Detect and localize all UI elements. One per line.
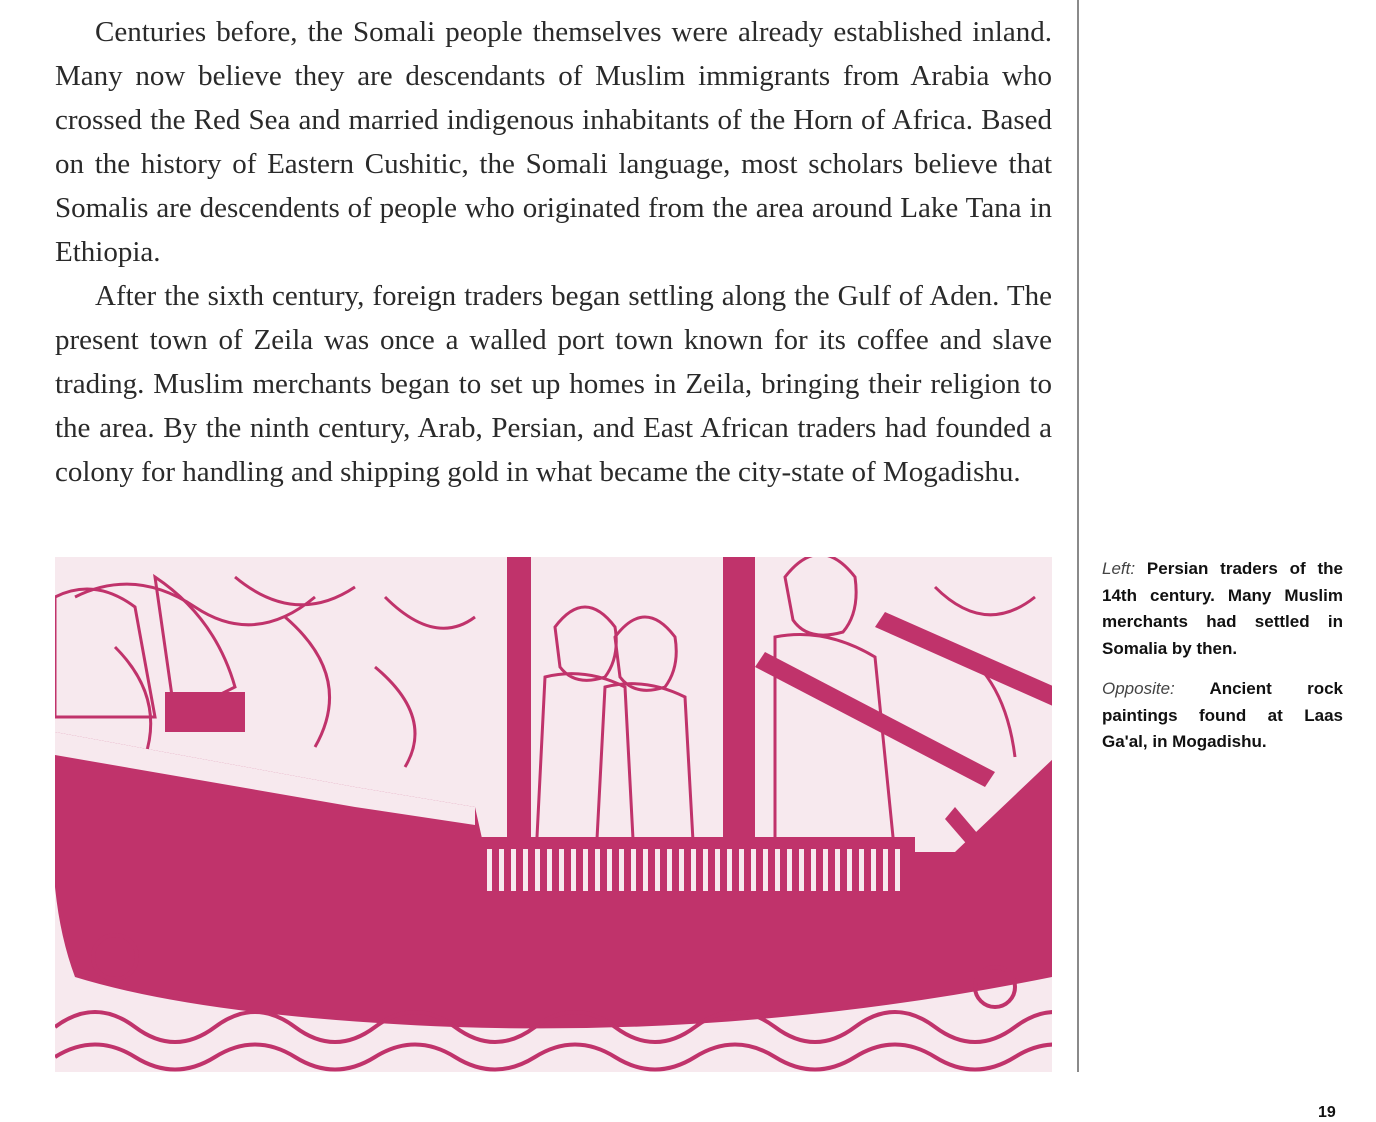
mast-left [507,557,531,857]
caption-left [1102,556,1343,662]
bench [165,692,245,732]
main-text-column [55,10,1052,494]
caption-column [1102,556,1343,770]
caption-opposite-text: Ancient rock paintings found at Laas Ga'al, in Mogadishu. [1102,679,1343,751]
oar [875,612,1052,707]
paragraph-somali-origins: Centuries before, the Somali people themselves were already established inland. Many now believe they are descendants of Muslim immigrants from Arabia who crossed the Red Sea and married indigenous inhabitants of the Horn of Africa. Based on the history of Eastern Cushitic, the Somali language, most scholars believe that Somalis are descendents of people who originated from the area around Lake Tana in Ethiopia. [55,16,1052,268]
background-sketch [75,577,1035,767]
column-divider [1077,0,1079,1072]
caption-left-text: Persian traders of the 14th century. Many Muslim merchants had settled in Somalia by then. [1102,559,1343,658]
mast-right [723,557,755,877]
caption-left-lead: Left: [1102,559,1136,578]
ship-illustration-drawing [55,557,1052,1072]
caption-opposite [1102,676,1343,756]
page-number: 19 [1318,1104,1336,1121]
figure-outline [535,607,635,877]
caption-opposite-lead: Opposite: [1102,679,1175,698]
paragraph-foreign-traders: After the sixth century, foreign traders began settling along the Gulf of Aden. The present town of Zeila was once a walled port town known for its coffee and slave trading. Muslim merchants began to set up homes in Zeila, bringing their religion to the area. By the ninth century, Arab, Persian, and East African traders had founded a colony for handling and shipping gold in what became the city-state of Mogadishu. [55,280,1052,488]
railing-slats [487,849,900,891]
persian-traders-illustration [55,557,1052,1072]
oar [755,652,995,787]
